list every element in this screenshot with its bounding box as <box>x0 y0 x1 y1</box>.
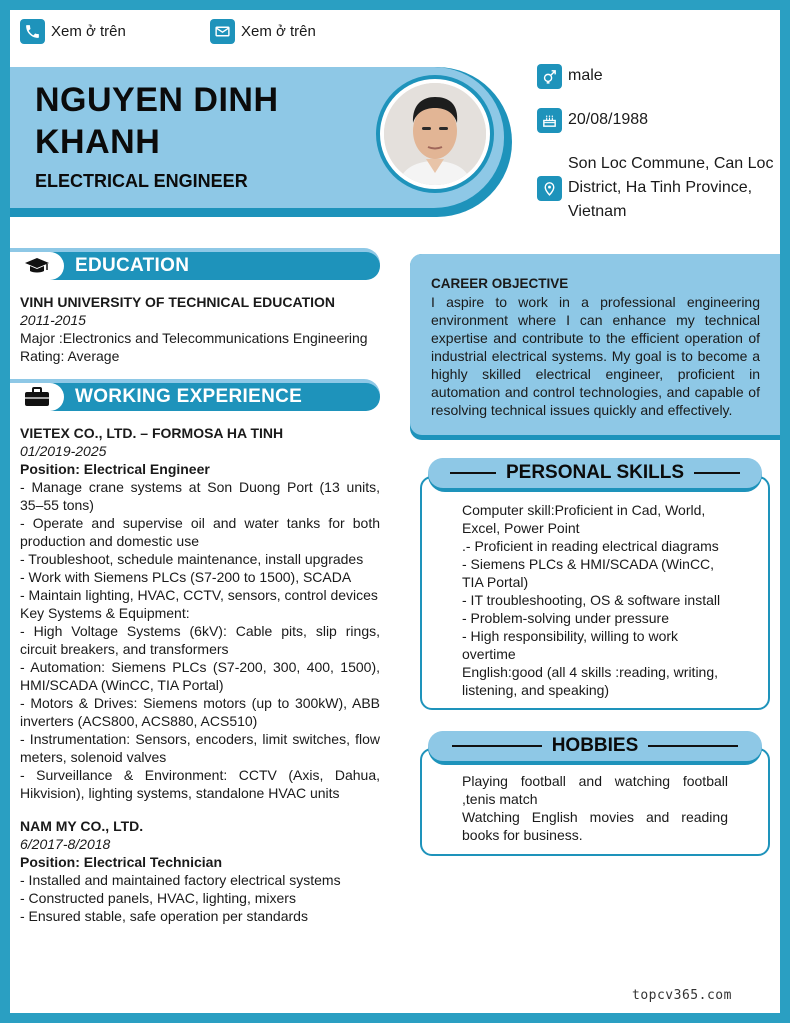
avatar <box>376 75 494 193</box>
skill-line: - Siemens PLCs & HMI/SCADA (WinCC, TIA Portal) <box>462 556 715 590</box>
job-title: ELECTRICAL ENGINEER <box>35 171 248 191</box>
career-objective-text: I aspire to work in a professional engineering environment where I can enhance my technical expertise and contribute to the efficient operation of industrial electrical systems. My goal is to become a highly skilled electrical engineer, proficient in automation and control technologies, and capable of resolving technical issues quickly and effectively. <box>431 294 760 418</box>
cv-page <box>10 10 780 1013</box>
career-objective-title: CAREER OBJECTIVE <box>431 276 569 291</box>
job-line: - Troubleshoot, schedule maintenance, install upgrades <box>20 551 364 567</box>
job-period: 01/2019-2025 <box>20 443 107 459</box>
job-line: - Ensured stable, safe operation per standards <box>20 908 308 924</box>
education-rating: Rating: Average <box>20 348 120 364</box>
skill-line: - IT troubleshooting, OS & software install <box>462 592 721 608</box>
job-line: - Automation: Siemens PLCs (S7-200, 300, 400, 1500), HMI/SCADA (WinCC, TIA Portal) <box>20 659 380 693</box>
skill-line: - High responsibility, willing to work overtime <box>462 628 679 662</box>
gender-icon <box>537 64 562 89</box>
job-entry <box>20 817 380 925</box>
email-contact <box>210 19 316 44</box>
job-line: - Maintain lighting, HVAC, CCTV, sensors, control devices <box>20 587 378 603</box>
job-position: Position: Electrical Engineer <box>20 461 210 477</box>
phone-text: Xem ở trên <box>51 23 126 40</box>
header-rule <box>452 745 542 747</box>
birthday-row <box>537 108 648 133</box>
career-objective-panel <box>410 254 780 440</box>
experience-header <box>10 379 380 411</box>
hobby-line: Playing football and watching football ,tenis match <box>462 773 728 807</box>
hobbies-list <box>462 772 728 844</box>
job-company: VIETEX CO., LTD. – FORMOSA HA TINH <box>20 425 284 441</box>
header-rule <box>450 472 496 474</box>
education-title: EDUCATION <box>75 255 190 276</box>
header-rule <box>648 745 738 747</box>
job-company: NAM MY CO., LTD. <box>20 818 144 834</box>
hobbies-header <box>428 731 762 765</box>
skill-line: .- Proficient in reading electrical diagrams <box>462 538 719 554</box>
hobbies-title: HOBBIES <box>551 735 639 756</box>
profile-photo <box>384 83 486 185</box>
address-value: Son Loc Commune, Can Loc District, Ha Tinh Province, Vietnam <box>568 155 774 220</box>
skills-list <box>462 501 728 699</box>
skill-line: - Problem-solving under pressure <box>462 610 669 626</box>
skills-title: PERSONAL SKILLS <box>505 462 685 483</box>
experience-title: WORKING EXPERIENCE <box>75 386 303 407</box>
education-header <box>10 248 380 280</box>
job-line: - Manage crane systems at Son Duong Port (13 units, 35–55 tons) <box>20 479 380 513</box>
gender-value: male <box>568 67 603 84</box>
job-line: - Instrumentation: Sensors, encoders, limit switches, flow meters, solenoid valves <box>20 731 380 765</box>
name-banner <box>10 67 512 217</box>
email-icon <box>210 19 235 44</box>
header-rule <box>694 472 740 474</box>
job-line: - High Voltage Systems (6kV): Cable pits, slip rings, circuit breakers, and transformers <box>20 623 380 657</box>
skills-header <box>428 458 762 492</box>
address-row <box>537 152 778 224</box>
job-period: 6/2017-8/2018 <box>20 836 111 852</box>
job-entry <box>20 424 380 802</box>
skill-line: English:good (all 4 skills :reading, writing, listening, and speaking) <box>462 664 719 698</box>
education-major: Major :Electronics and Telecommunications Engineering <box>20 330 368 346</box>
job-line: Key Systems & Equipment: <box>20 605 190 621</box>
job-line: - Surveillance & Environment: CCTV (Axis, Dahua, Hikvision), lighting systems, standalone HVAC units <box>20 767 380 801</box>
graduation-cap-icon <box>24 256 50 276</box>
job-position: Position: Electrical Technician <box>20 854 223 870</box>
skill-line: Computer skill:Proficient in Cad, World, Excel, Power Point <box>462 502 706 536</box>
gender-row <box>537 64 603 89</box>
briefcase-icon <box>24 387 50 407</box>
job-line: - Work with Siemens PLCs (S7-200 to 1500), SCADA <box>20 569 352 585</box>
job-line: - Installed and maintained factory electrical systems <box>20 872 341 888</box>
hobby-line: Watching English movies and reading books for business. <box>462 809 728 843</box>
birthday-cake-icon <box>537 108 562 133</box>
phone-icon <box>20 19 45 44</box>
footer-watermark: topcv365.com <box>632 988 732 1003</box>
location-pin-icon <box>537 176 562 201</box>
job-line: - Motors & Drives: Siemens motors (up to 300kW), ABB inverters (ACS800, ACS880, ACS510) <box>20 695 380 729</box>
job-line: - Operate and supervise oil and water tanks for both production and domestic use <box>20 515 380 549</box>
education-period: 2011-2015 <box>20 312 86 328</box>
school-name: VINH UNIVERSITY OF TECHNICAL EDUCATION <box>20 294 336 310</box>
education-entry <box>20 293 380 365</box>
full-name: NGUYEN DINH KHANH <box>35 81 279 161</box>
phone-contact <box>20 19 126 44</box>
birthday-value: 20/08/1988 <box>568 111 649 128</box>
job-line: - Constructed panels, HVAC, lighting, mixers <box>20 890 296 906</box>
email-text: Xem ở trên <box>241 23 316 40</box>
